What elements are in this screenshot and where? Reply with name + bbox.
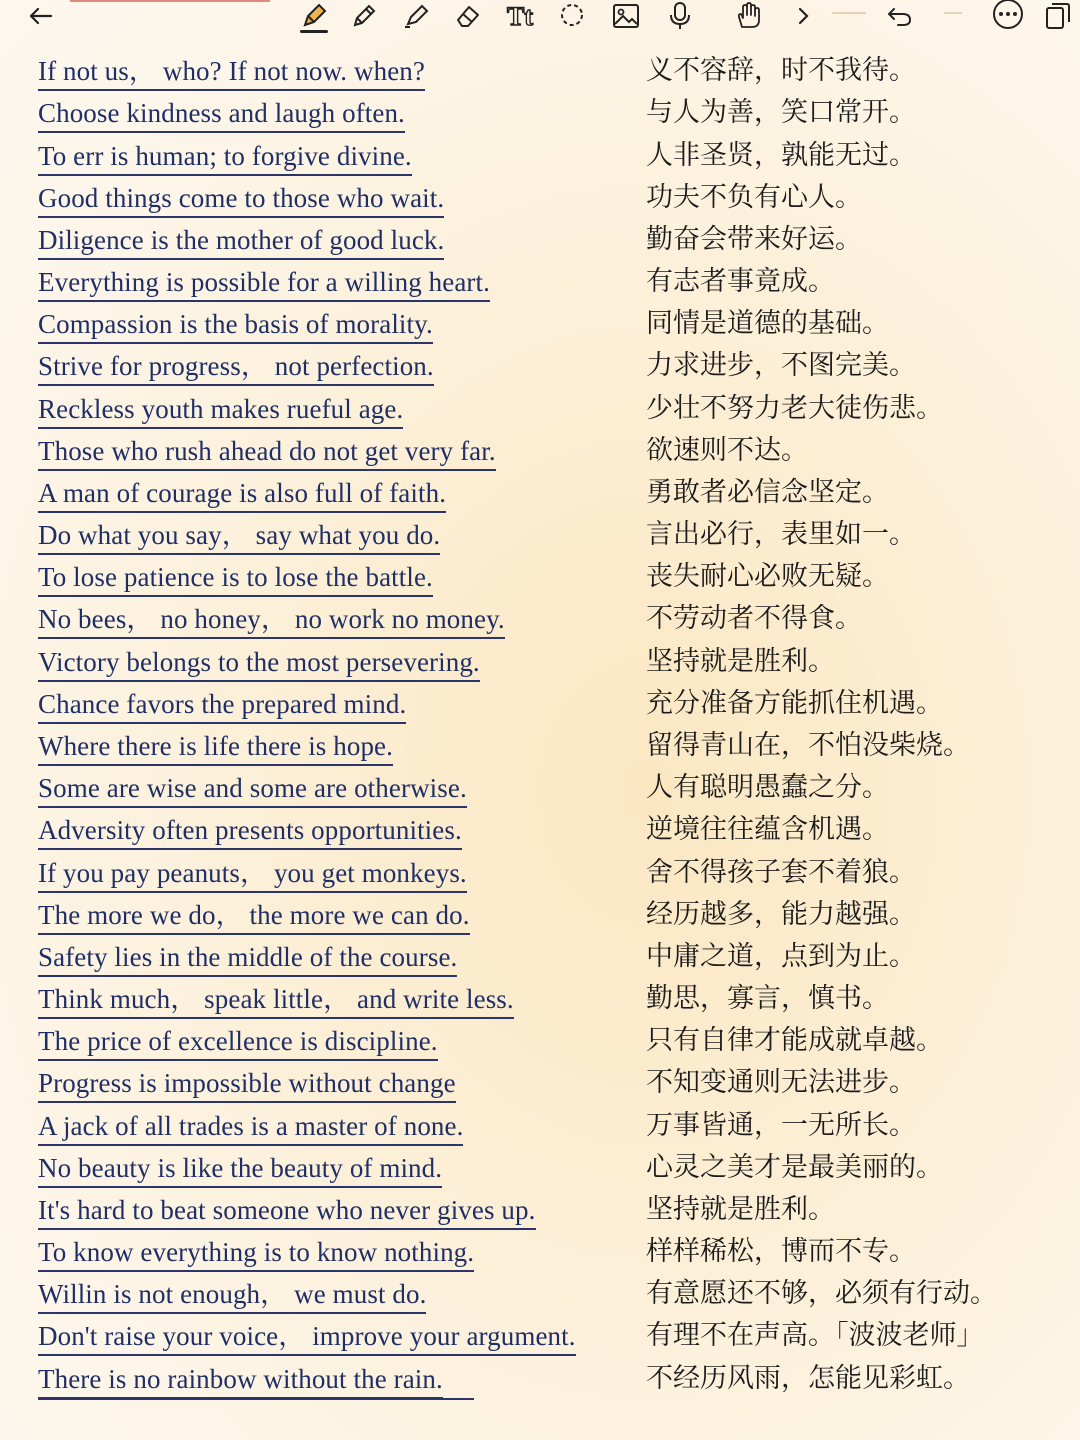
list-item xyxy=(0,390,1080,432)
pencil-tool-icon[interactable] xyxy=(346,0,382,32)
separator xyxy=(832,12,866,14)
text-tool-icon[interactable] xyxy=(502,0,542,32)
chinese-translation: 勇敢者必信念坚定。 xyxy=(646,477,889,508)
active-tool-indicator xyxy=(300,30,328,33)
english-phrase: No beauty is like the beauty of mind. xyxy=(38,1153,442,1188)
list-item xyxy=(0,347,1080,389)
english-phrase: Willin is not enough， we must do. xyxy=(38,1279,426,1314)
more-options-icon[interactable] xyxy=(988,0,1028,32)
list-item xyxy=(0,938,1080,980)
chinese-translation: 人有聪明愚蠢之分。 xyxy=(646,772,889,803)
separator xyxy=(944,12,962,14)
english-phrase: Diligence is the mother of good luck. xyxy=(38,225,444,260)
list-item xyxy=(0,1022,1080,1064)
toolbar xyxy=(0,0,1080,40)
chinese-translation: 心灵之美才是最美丽的。 xyxy=(646,1152,943,1183)
english-phrase: No bees， no honey， no work no money. xyxy=(38,604,505,639)
list-item xyxy=(0,179,1080,221)
chinese-translation: 万事皆通，一无所长。 xyxy=(646,1110,916,1141)
chinese-translation: 中庸之道，点到为止。 xyxy=(646,941,916,972)
list-item xyxy=(0,1233,1080,1275)
list-item xyxy=(0,305,1080,347)
english-phrase: There is no rainbow without the rain. xyxy=(38,1364,443,1399)
english-phrase: Chance favors the prepared mind. xyxy=(38,689,406,724)
english-phrase: Safety lies in the middle of the course. xyxy=(38,942,457,977)
chinese-translation: 充分准备方能抓住机遇。 xyxy=(646,688,943,719)
hand-tool-icon[interactable] xyxy=(730,0,766,32)
bottom-rule xyxy=(38,1398,474,1400)
chinese-translation: 与人为善，笑口常开。 xyxy=(646,97,916,128)
english-phrase: Adversity often presents opportunities. xyxy=(38,815,462,850)
list-item xyxy=(0,94,1080,136)
list-item xyxy=(0,600,1080,642)
list-item xyxy=(0,1317,1080,1359)
chinese-translation: 力求进步，不图完美。 xyxy=(646,350,916,381)
microphone-icon[interactable] xyxy=(662,0,698,32)
english-phrase: It's hard to beat someone who never gives up. xyxy=(38,1195,536,1230)
list-item xyxy=(0,432,1080,474)
english-phrase: Think much， speak little， and write less. xyxy=(38,984,514,1019)
english-phrase: Good things come to those who wait. xyxy=(38,183,444,218)
english-phrase: Strive for progress， not perfection. xyxy=(38,351,434,386)
image-tool-icon[interactable] xyxy=(608,0,644,32)
chinese-translation: 只有自律才能成就卓越。 xyxy=(646,1025,943,1056)
chevron-right-icon[interactable] xyxy=(788,0,818,32)
chinese-translation: 同情是道德的基础。 xyxy=(646,308,889,339)
chinese-translation: 有志者事竟成。 xyxy=(646,266,835,297)
chinese-translation: 言出必行，表里如一。 xyxy=(646,519,916,550)
list-item xyxy=(0,896,1080,938)
list-item xyxy=(0,1275,1080,1317)
english-phrase: To know everything is to know nothing. xyxy=(38,1237,474,1272)
chinese-translation: 少壮不努力老大徒伤悲。 xyxy=(646,393,943,424)
lasso-tool-icon[interactable] xyxy=(554,0,590,32)
list-item xyxy=(0,474,1080,516)
chinese-translation: 功夫不负有心人。 xyxy=(646,182,862,213)
chinese-translation: 不知变通则无法进步。 xyxy=(646,1067,916,1098)
title-underline xyxy=(70,0,270,2)
list-item xyxy=(0,558,1080,600)
english-phrase: If you pay peanuts， you get monkeys. xyxy=(38,858,467,893)
english-phrase: The price of excellence is discipline. xyxy=(38,1026,438,1061)
chinese-translation: 逆境往往蕴含机遇。 xyxy=(646,814,889,845)
english-phrase: Don't raise your voice， improve your argument. xyxy=(38,1321,576,1356)
list-item xyxy=(0,516,1080,558)
english-phrase: Some are wise and some are otherwise. xyxy=(38,773,467,808)
eraser-tool-icon[interactable] xyxy=(450,0,486,32)
english-phrase: The more we do， the more we can do. xyxy=(38,900,470,935)
pages-icon[interactable] xyxy=(1040,0,1076,32)
chinese-translation: 有理不在声高。「波波老师」 xyxy=(646,1320,984,1351)
chinese-translation: 样样稀松，博而不专。 xyxy=(646,1236,916,1267)
list-item xyxy=(0,1107,1080,1149)
list-item xyxy=(0,727,1080,769)
list-item xyxy=(0,1064,1080,1106)
chinese-translation: 不经历风雨，怎能见彩虹。 xyxy=(646,1363,970,1394)
chinese-translation: 勤奋会带来好运。 xyxy=(646,224,862,255)
chinese-translation: 经历越多，能力越强。 xyxy=(646,899,916,930)
chinese-translation: 丧失耐心必败无疑。 xyxy=(646,561,889,592)
undo-icon[interactable] xyxy=(884,0,916,32)
english-phrase: To lose patience is to lose the battle. xyxy=(38,562,433,597)
svg-text:Tt: Tt xyxy=(507,2,533,31)
english-phrase: Where there is life there is hope. xyxy=(38,731,393,766)
list-item xyxy=(0,52,1080,94)
list-item xyxy=(0,769,1080,811)
english-phrase: Choose kindness and laugh often. xyxy=(38,98,405,133)
chinese-translation: 不劳动者不得食。 xyxy=(646,603,862,634)
list-item xyxy=(0,221,1080,263)
list-item xyxy=(0,1149,1080,1191)
chinese-translation: 有意愿还不够，必须有行动。 xyxy=(646,1278,997,1309)
list-item xyxy=(0,263,1080,305)
english-phrase: Compassion is the basis of morality. xyxy=(38,309,433,344)
list-item xyxy=(0,685,1080,727)
chinese-translation: 坚持就是胜利。 xyxy=(646,646,835,677)
english-phrase: If not us， who? If not now. when? xyxy=(38,56,425,91)
chinese-translation: 坚持就是胜利。 xyxy=(646,1194,835,1225)
back-arrow-icon[interactable] xyxy=(22,0,58,32)
english-phrase: Everything is possible for a willing heart. xyxy=(38,267,490,302)
english-phrase: Victory belongs to the most persevering. xyxy=(38,647,480,682)
chinese-translation: 勤思，寡言，慎书。 xyxy=(646,983,889,1014)
english-phrase: Progress is impossible without change xyxy=(38,1068,456,1103)
english-phrase: To err is human; to forgive divine. xyxy=(38,141,412,176)
pen-tool-icon[interactable] xyxy=(296,0,332,32)
chinese-translation: 欲速则不达。 xyxy=(646,435,808,466)
list-item xyxy=(0,980,1080,1022)
chinese-translation: 舍不得孩子套不着狼。 xyxy=(646,857,916,888)
english-phrase: Do what you say， say what you do. xyxy=(38,520,440,555)
chinese-translation: 义不容辞，时不我待。 xyxy=(646,55,916,86)
list-item xyxy=(0,643,1080,685)
english-phrase: Those who rush ahead do not get very far. xyxy=(38,436,496,471)
highlighter-tool-icon[interactable] xyxy=(398,0,434,32)
list-item xyxy=(0,1191,1080,1233)
chinese-translation: 留得青山在，不怕没柴烧。 xyxy=(646,730,970,761)
english-phrase: A jack of all trades is a master of none. xyxy=(38,1111,463,1146)
list-item xyxy=(0,854,1080,896)
english-phrase: A man of courage is also full of faith. xyxy=(38,478,446,513)
chinese-translation: 人非圣贤，孰能无过。 xyxy=(646,140,916,171)
list-item xyxy=(0,811,1080,853)
list-item xyxy=(0,1360,1080,1402)
list-item xyxy=(0,137,1080,179)
english-phrase: Reckless youth makes rueful age. xyxy=(38,394,403,429)
